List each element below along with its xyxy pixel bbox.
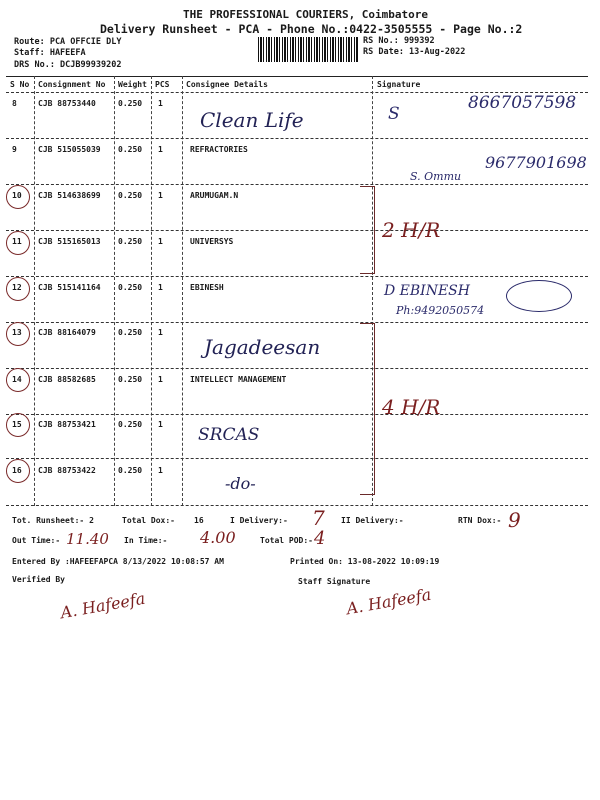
row-weight: 0.250 <box>118 191 143 200</box>
row-weight: 0.250 <box>118 145 143 154</box>
row-rule <box>6 505 588 506</box>
barcode <box>258 37 358 62</box>
row-consignee: UNIVERSYS <box>190 237 234 246</box>
drs-number: DRS No.: DCJB99939202 <box>14 60 122 70</box>
row-pcs: 1 <box>158 145 163 154</box>
row-weight: 0.250 <box>118 466 143 475</box>
staff-signature-label: Staff Signature <box>298 577 371 586</box>
row-rule <box>6 184 588 185</box>
row-pcs: 1 <box>158 99 163 108</box>
row-sno: 8 <box>12 99 17 108</box>
row-weight: 0.250 <box>118 328 143 337</box>
col-divider <box>114 76 115 506</box>
col-consignment: Consignment No <box>38 80 106 89</box>
rtn-dox-value: 9 <box>508 508 521 532</box>
handwritten-sign-prefix: S <box>388 104 400 124</box>
row-rule <box>6 368 588 369</box>
total-dox-value: 16 <box>194 516 204 525</box>
verifier-signature: A. Hafeefa <box>59 588 147 623</box>
runsheet-title: Delivery Runsheet - PCA - Phone No.:0422-3505555 - Page No.:2 <box>100 22 523 36</box>
table-top-rule <box>6 76 588 77</box>
total-pod-value: 4 <box>314 528 326 549</box>
tot-runsheet: Tot. Runsheet:- 2 <box>12 516 94 525</box>
row-sno: 10 <box>12 191 22 200</box>
bracket-mark <box>360 186 375 274</box>
signature-circle <box>506 280 572 312</box>
rtn-dox-label: RTN Dox:- <box>458 516 502 525</box>
row-weight: 0.250 <box>118 99 143 108</box>
row-pcs: 1 <box>158 466 163 475</box>
row-pcs: 1 <box>158 375 163 384</box>
row-pcs: 1 <box>158 237 163 246</box>
handwritten-consignee: -do- <box>225 474 256 493</box>
handwritten-hr-note: 4 H/R <box>382 395 441 419</box>
bracket-mark <box>360 323 375 495</box>
handwritten-sign: S. Ommu <box>410 170 462 183</box>
row-consignment: CJB 515055039 <box>38 145 101 154</box>
row-rule <box>6 276 588 277</box>
total-dox-label: Total Dox:- <box>122 516 175 525</box>
handwritten-phone: 9677901698 <box>485 153 587 172</box>
staff-text: Staff: HAFEEFA <box>14 48 86 58</box>
i-delivery-value: 7 <box>312 506 325 530</box>
row-consignment: CJB 514638699 <box>38 191 101 200</box>
company-title: THE PROFESSIONAL COURIERS, Coimbatore <box>183 8 429 21</box>
row-consignment: CJB 88753421 <box>38 420 96 429</box>
total-pod-label: Total POD:- <box>260 536 313 545</box>
row-sno: 9 <box>12 145 17 154</box>
row-weight: 0.250 <box>118 237 143 246</box>
handwritten-sign: D EBINESH <box>384 283 470 299</box>
row-consignee: INTELLECT MANAGEMENT <box>190 375 287 384</box>
col-pcs: PCS <box>155 80 170 89</box>
rs-number: RS No.: 999392 <box>363 36 435 46</box>
row-consignment: CJB 88753422 <box>38 466 96 475</box>
row-consignee: EBINESH <box>190 283 224 292</box>
row-rule <box>6 138 588 139</box>
row-consignee: REFRACTORIES <box>190 145 248 154</box>
col-weight: Weight <box>118 80 147 89</box>
col-divider <box>34 76 35 506</box>
rs-date: RS Date: 13-Aug-2022 <box>363 47 466 57</box>
row-sno: 11 <box>12 237 22 246</box>
handwritten-consignee: Jagadeesan <box>204 335 321 359</box>
in-time-label: In Time:- <box>124 536 168 545</box>
row-weight: 0.250 <box>118 375 143 384</box>
row-consignment: CJB 88164079 <box>38 328 96 337</box>
row-rule <box>6 458 588 459</box>
col-consignee: Consignee Details <box>186 80 268 89</box>
handwritten-hr-note: 2 H/R <box>382 218 441 242</box>
row-weight: 0.250 <box>118 420 143 429</box>
col-divider <box>182 76 183 506</box>
col-signature: Signature <box>377 80 421 89</box>
row-sno: 13 <box>12 328 22 337</box>
row-pcs: 1 <box>158 191 163 200</box>
row-pcs: 1 <box>158 420 163 429</box>
printed-on: Printed On: 13-08-2022 10:09:19 <box>290 557 440 566</box>
row-pcs: 1 <box>158 328 163 337</box>
out-time-label: Out Time:- <box>12 536 61 545</box>
row-consignment: CJB 515165013 <box>38 237 101 246</box>
row-weight: 0.250 <box>118 283 143 292</box>
row-consignee: ARUMUGAM.N <box>190 191 239 200</box>
row-pcs: 1 <box>158 283 163 292</box>
handwritten-consignee: Clean Life <box>200 108 304 132</box>
verified-by-label: Verified By <box>12 575 65 584</box>
col-divider <box>151 76 152 506</box>
row-consignment: CJB 515141164 <box>38 283 101 292</box>
out-time-value: 11.40 <box>66 530 109 548</box>
row-sno: 16 <box>12 466 22 475</box>
row-sno: 12 <box>12 283 22 292</box>
staff-signature: A. Hafeefa <box>345 584 433 619</box>
row-consignment: CJB 88753440 <box>38 99 96 108</box>
row-rule <box>6 414 588 415</box>
col-sno: S No <box>10 80 30 89</box>
handwritten-phone: 8667057598 <box>468 93 577 113</box>
row-sno: 14 <box>12 375 22 384</box>
ii-delivery-label: II Delivery:- <box>341 516 404 525</box>
row-consignment: CJB 88582685 <box>38 375 96 384</box>
in-time-value: 4.00 <box>200 528 236 547</box>
route-text: Route: PCA OFFCIE DLY <box>14 37 122 47</box>
row-rule <box>6 322 588 323</box>
i-delivery-label: I Delivery:- <box>230 516 288 525</box>
entered-by: Entered By :HAFEEFAPCA 8/13/2022 10:08:57 AM <box>12 557 224 566</box>
row-rule <box>6 230 588 231</box>
handwritten-consignee: SRCAS <box>198 425 260 445</box>
handwritten-phone: Ph:9492050574 <box>396 304 485 317</box>
row-sno: 15 <box>12 420 22 429</box>
